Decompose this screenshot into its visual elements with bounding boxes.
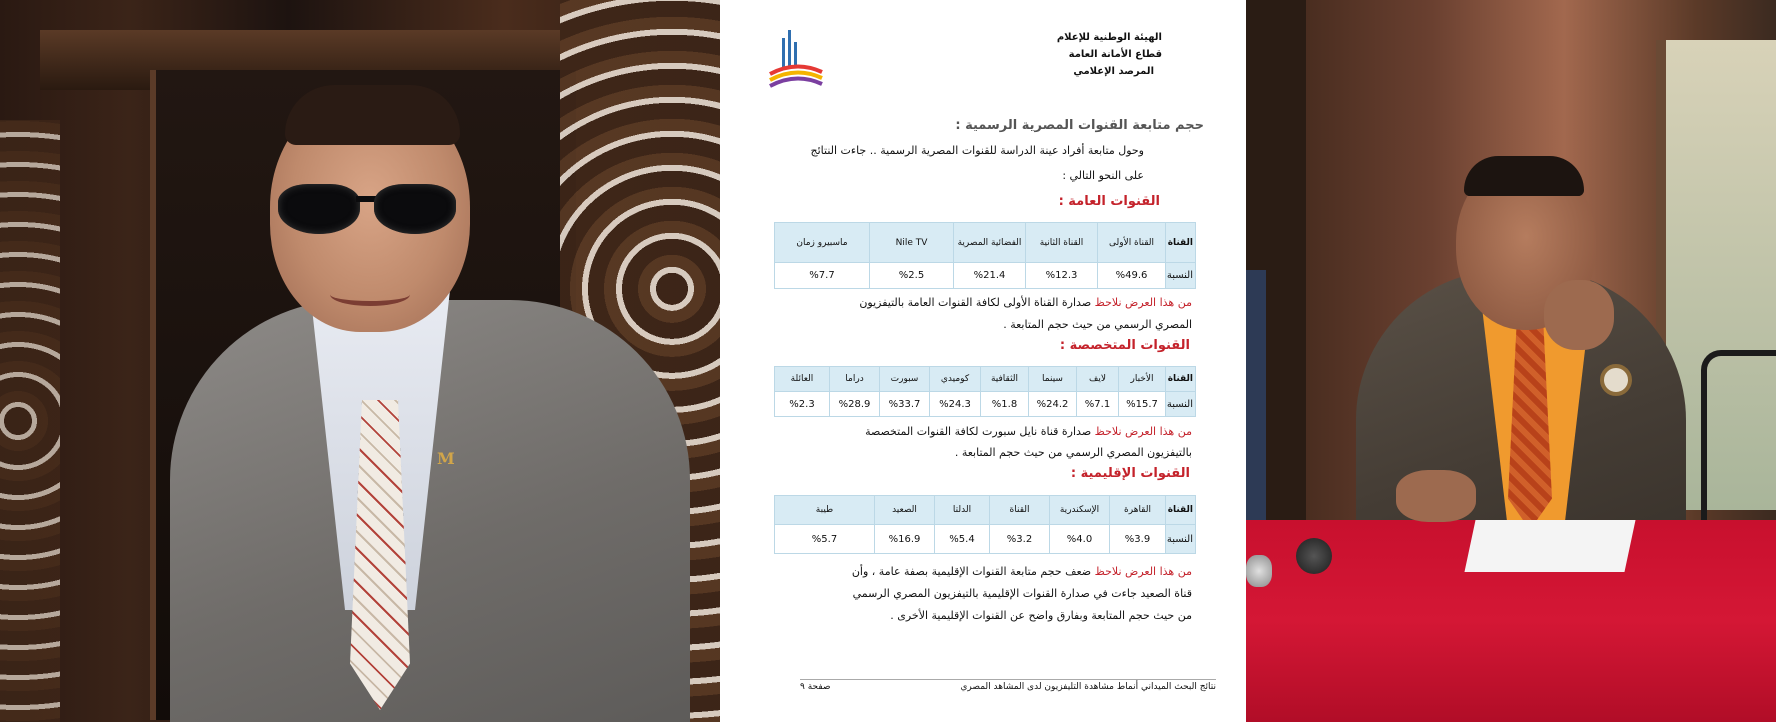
table-header-cell: طيبة: [775, 496, 875, 525]
table-header-cell: القناة: [1166, 496, 1196, 525]
table-header-cell: القناة الأولى: [1098, 223, 1166, 263]
table-specialized-channels: [774, 366, 1196, 417]
table-cell: %12.3: [1026, 263, 1098, 289]
table-header-cell: العائلة: [775, 367, 830, 392]
paper-sheet: [1464, 520, 1635, 572]
note-specialized-line-2: بالتيفزيون المصري الرسمي من حيث حجم المتابعة .: [954, 446, 1192, 459]
table-header-cell: الأخبار: [1119, 367, 1166, 392]
intro-line-2: على النحو التالي :: [1062, 169, 1144, 182]
table-header-cell: القاهرة: [1110, 496, 1166, 525]
table-row-label: النسبة: [1166, 263, 1196, 289]
carved-wood-panel-left: [0, 120, 60, 722]
table-header-cell: القناة الثانية: [1026, 223, 1098, 263]
table-cell: %21.4: [954, 263, 1026, 289]
table-header-cell: القناة: [990, 496, 1050, 525]
note-regional-line-2: قناة الصعيد جاءت في صدارة القنوات الإقليمية بالتيفزيون المصري الرسمي: [852, 587, 1192, 600]
footer-title: نتائج البحث الميداني أنماط مشاهدة التليفزيون لدى المشاهد المصري: [960, 682, 1216, 692]
note-regional-line-1: [852, 561, 1192, 583]
table-header-cell: الثقافية: [981, 367, 1029, 392]
document-page: [720, 0, 1246, 722]
authority-logo-icon: [768, 24, 824, 92]
note-general-line-1: [859, 292, 1192, 314]
side-person: [1246, 270, 1266, 530]
hand-on-chin: [1544, 280, 1614, 350]
table-regional-channels: [774, 495, 1196, 554]
lapel-pin-icon: M: [437, 449, 455, 468]
table-header-cell: الدلتا: [935, 496, 990, 525]
note-lead: من هذا العرض نلاحظ: [1094, 565, 1192, 578]
table-header-cell: الإسكندرية: [1050, 496, 1110, 525]
table-general-channels: [774, 222, 1196, 289]
microphone-icon: [1296, 538, 1332, 574]
intro-line-1: وحول متابعة أفراد عينة الدراسة للقنوات المصرية الرسمية .. جاءت النتائج: [810, 144, 1144, 157]
table-header-cell: سبورت: [880, 367, 930, 392]
table-cell: %2.5: [870, 263, 954, 289]
table-row-label: النسبة: [1166, 392, 1196, 417]
table-cell: %5.4: [935, 525, 990, 554]
table-row-label: النسبة: [1166, 525, 1196, 554]
section-title-regional: القنوات الإقليمية :: [1070, 466, 1190, 481]
note-text: صدارة القناة الأولى لكافة القنوات العامة بالتيفزيون: [859, 296, 1092, 309]
table-cell: %5.7: [775, 525, 875, 554]
table-cell: %2.3: [775, 392, 830, 417]
table-header-cell: كوميدي: [930, 367, 981, 392]
table-header-cell: Nile TV: [870, 223, 954, 263]
hair: [1464, 156, 1584, 196]
note-text: صدارة قناة نايل سبورت لكافة القنوات المتخصصة: [865, 425, 1092, 438]
table-header-cell: ماسبيرو زمان: [775, 223, 870, 263]
watch-icon: [1600, 364, 1632, 396]
table-header-cell: القناة: [1166, 367, 1196, 392]
table-cell: %7.1: [1077, 392, 1119, 417]
hair: [285, 85, 460, 145]
table-cell: %49.6: [1098, 263, 1166, 289]
table-cell: %24.3: [930, 392, 981, 417]
page-number: صفحة ٩: [800, 682, 831, 692]
table-cell: %1.8: [981, 392, 1029, 417]
table-cell: %24.2: [1029, 392, 1077, 417]
section-title-general: القنوات العامة :: [1058, 194, 1160, 209]
right-portrait-photo: [1246, 0, 1776, 722]
table-cell: %3.9: [1110, 525, 1166, 554]
note-lead: من هذا العرض نلاحظ: [1094, 425, 1192, 438]
table-header-cell: الصعيد: [875, 496, 935, 525]
hand-with-pen: [1396, 470, 1476, 522]
header-line-1: الهيئة الوطنية للإعلام: [1056, 32, 1162, 43]
note-regional-line-3: من حيث حجم المتابعة وبفارق واضح عن القنوات الإقليمية الأخرى .: [890, 609, 1192, 622]
doc-title: حجم متابعة القنوات المصرية الرسمية :: [955, 118, 1204, 133]
chair: [1701, 350, 1776, 526]
table-header-cell: دراما: [830, 367, 880, 392]
sunglasses: [278, 184, 458, 238]
note-specialized-line-1: [865, 421, 1192, 443]
table-cell: %15.7: [1119, 392, 1166, 417]
table-cell: %33.7: [880, 392, 930, 417]
section-title-specialized: القنوات المتخصصة :: [1059, 338, 1190, 353]
header-line-3: المرصد الإعلامي: [1073, 66, 1154, 77]
left-portrait-photo: [0, 0, 720, 722]
microphone-icon: [1246, 555, 1272, 587]
page-footer: [800, 679, 1216, 694]
table-cell: %16.9: [875, 525, 935, 554]
note-general-line-2: المصري الرسمي من حيث حجم المتابعة .: [1003, 318, 1192, 331]
smile: [330, 283, 410, 306]
note-text: ضعف حجم متابعة القنوات الإقليمية بصفة عامة ، وأن: [851, 565, 1092, 578]
table-header-cell: القناة: [1166, 223, 1196, 263]
table-cell: %7.7: [775, 263, 870, 289]
table-header-cell: سينما: [1029, 367, 1077, 392]
note-lead: من هذا العرض نلاحظ: [1094, 296, 1192, 309]
table-header-cell: لايف: [1077, 367, 1119, 392]
table-header-cell: الفضائية المصرية: [954, 223, 1026, 263]
table-cell: %3.2: [990, 525, 1050, 554]
table-cell: %4.0: [1050, 525, 1110, 554]
header-line-2: قطاع الأمانة العامة: [1068, 49, 1162, 60]
table-cell: %28.9: [830, 392, 880, 417]
